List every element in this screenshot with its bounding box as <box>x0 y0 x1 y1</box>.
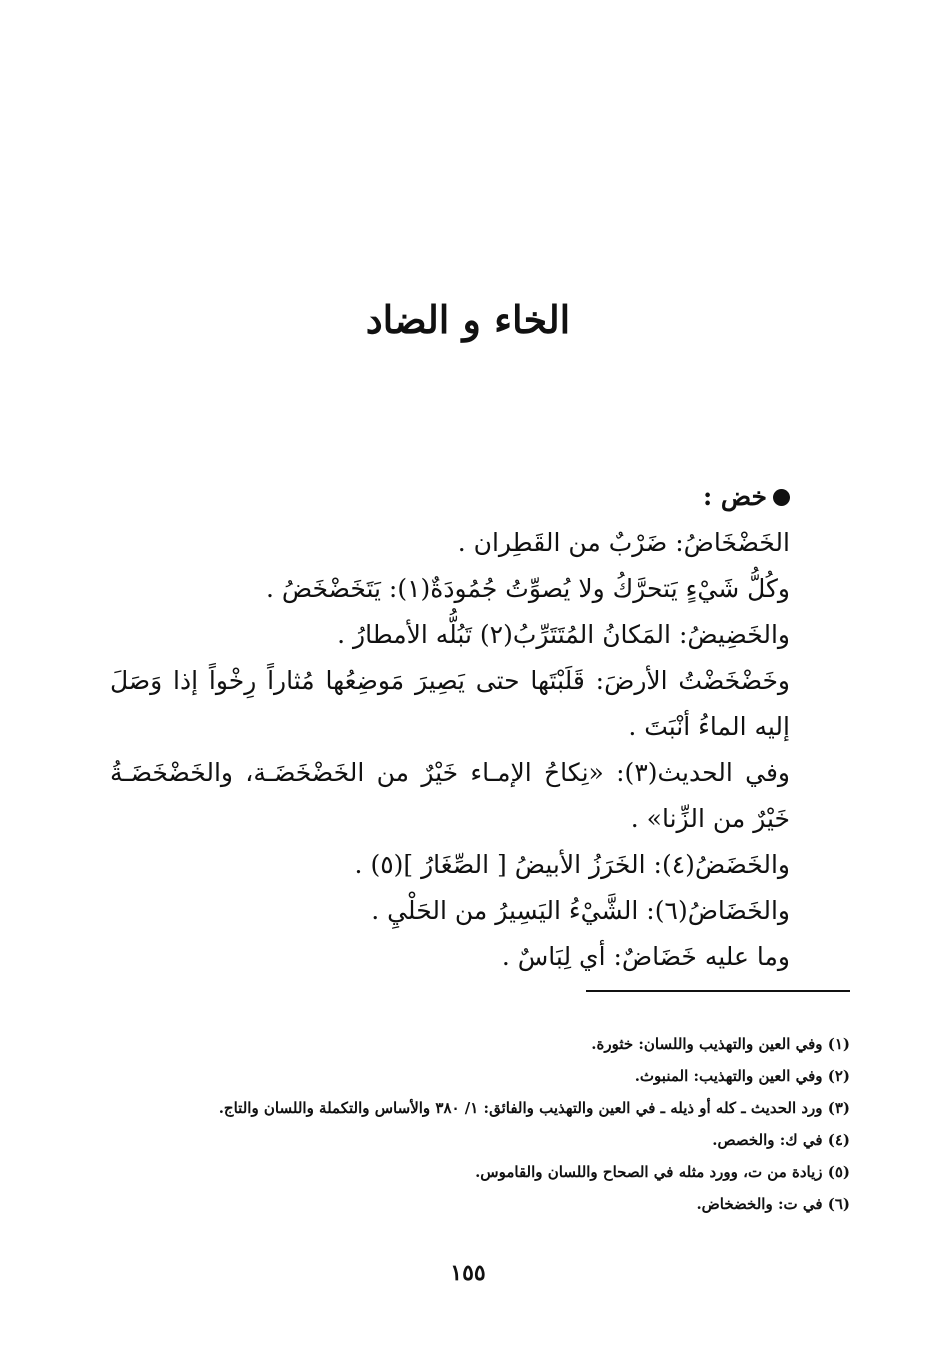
definition-line: الخَضْخَاضُ: ضَرْبٌ من القَطِران . <box>457 528 790 557</box>
footnote-divider <box>586 990 850 992</box>
footnote: (٣) ورد الحديث ـ كله أو ذيله ـ في العين والتهذيب والفائق: ١/ ٣٨٠ والأساس والتكملة واللسان والتاج. <box>218 1099 850 1117</box>
entry-root: خض : <box>702 482 767 511</box>
chapter-title: الخاء و الضاد <box>365 297 571 343</box>
definition-line: والخَضَضُ(٤): الخَرَزُ الأبيضُ [ الصِّغَارُ ](٥) . <box>354 850 790 879</box>
hadith-paragraph: وفي الحديث(٣): «نِكاحُ الإمـاء خَيْرٌ من الخَضْخَضَـة، والخَضْخَضَـةُ خَيْرٌ من الزِّنا» . <box>110 758 790 833</box>
entry-heading <box>110 474 790 520</box>
definition-paragraph: وخَضْخَضْتُ الأرضَ: قَلَبْتَها حتى يَصِيرَ مَوضِعُها مُثاراً رِخْواً إذا وَصَلَ إليه الماءُ أنْبَتَ . <box>110 666 790 741</box>
footnote: (٦) في ت: والخضخاض. <box>696 1195 850 1213</box>
definition-line: وما عليه خَضَاضٌ: أي لِبَاسٌ . <box>501 942 790 971</box>
definition-line: وكُلُّ شَيْءٍ يَتحرَّكُ ولا يُصوِّتُ جُمُودَةٌ(١): يَتَخَضْخَضُ . <box>266 574 790 603</box>
entry-body <box>110 474 790 980</box>
definition-line: والخَضِيضُ: المَكانُ المُتَتَرِّبُ(٢) تَبُلُّه الأمطارُ . <box>337 620 790 649</box>
footnotes <box>110 1028 850 1220</box>
definition-line: والخَضَاضُ(٦): الشَّيْءُ اليَسِيرُ من الحَلْيِ . <box>371 896 790 925</box>
footnote: (٤) في ك: والخصص. <box>712 1131 850 1149</box>
bullet-icon <box>773 489 790 506</box>
footnote: (٥) زيادة من ت، وورد مثله في الصحاح واللسان والقاموس. <box>475 1163 850 1181</box>
page-number: ١٥٥ <box>450 1260 486 1286</box>
footnote: (١) وفي العين والتهذيب واللسان: خثورة. <box>591 1035 850 1053</box>
footnote: (٢) وفي العين والتهذيب: المنبوث. <box>634 1067 850 1085</box>
